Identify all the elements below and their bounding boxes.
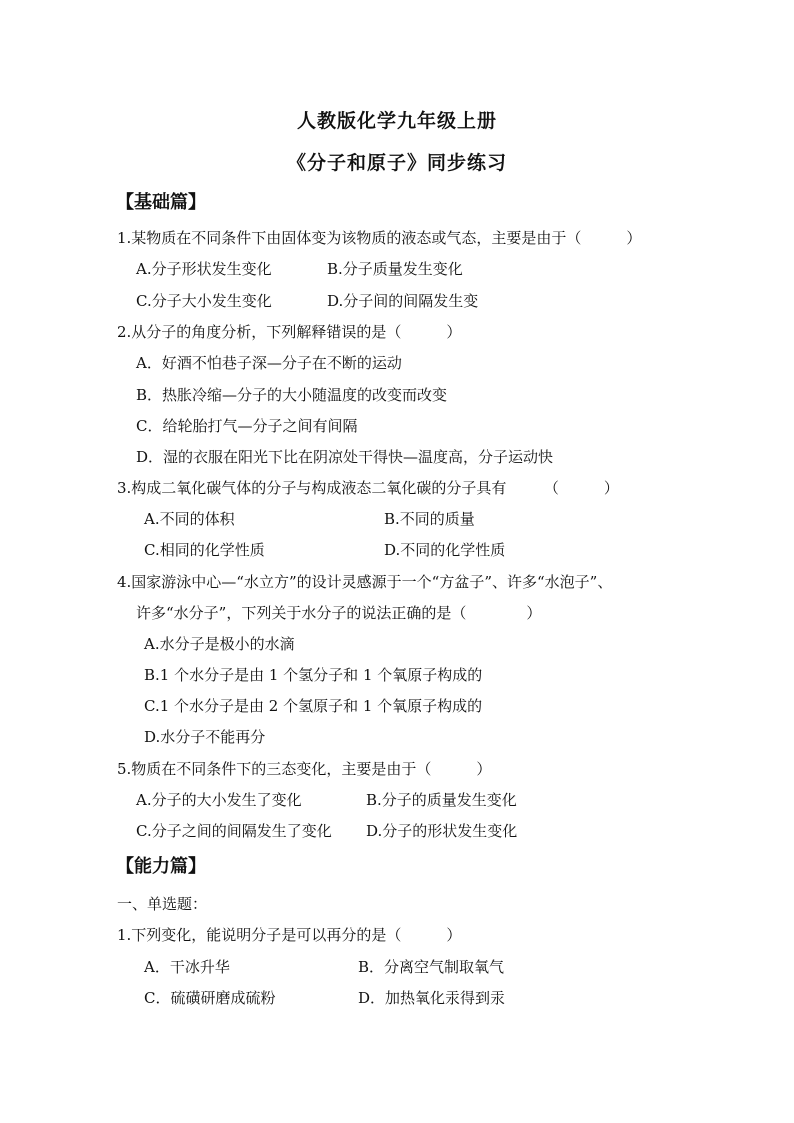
ability-question-1-option-c: C．硫磺研磨成硫粉 [144, 989, 276, 1007]
question-3-option-b: B.不同的质量 [384, 510, 475, 528]
section-basic-heading: 【基础篇】 [116, 192, 206, 213]
question-4-option-d: D.水分子不能再分 [144, 728, 266, 746]
question-3-option-a: A.不同的体积 [144, 510, 235, 528]
ability-question-1-stem: 1.下列变化，能说明分子是可以再分的是（ ） [117, 926, 462, 944]
question-4-stem-line-2: 许多“水分子”，下列关于水分子的说法正确的是（ ） [136, 604, 542, 622]
question-4-stem-line-1: 4.国家游泳中心—“水立方”的设计灵感源于一个“方盆子”、许多“水泡子”、 [117, 573, 613, 591]
question-2-option-a: A．好酒不怕巷子深—分子在不断的运动 [136, 354, 402, 372]
question-2-option-d: D．湿的衣服在阳光下比在阴凉处干得快—温度高，分子运动快 [136, 448, 554, 466]
question-5-stem: 5.物质在不同条件下的三态变化，主要是由于（ ） [117, 760, 492, 778]
question-5-option-c: C.分子之间的间隔发生了变化 [136, 822, 332, 840]
question-3-stem: 3.构成二氧化碳气体的分子与构成液态二氧化碳的分子具有 （ ） [117, 479, 619, 497]
question-4-option-b: B.1 个水分子是由 1 个氢分子和 1 个氧原子构成的 [144, 666, 483, 684]
question-1-option-b: B.分子质量发生变化 [327, 260, 463, 278]
question-2-option-b: B．热胀冷缩—分子的大小随温度的改变而改变 [136, 386, 448, 404]
question-3-option-d: D.不同的化学性质 [384, 541, 506, 559]
question-5-option-d: D.分子的形状发生变化 [366, 822, 518, 840]
question-3-option-c: C.相同的化学性质 [144, 541, 265, 559]
question-5-option-a: A.分子的大小发生了变化 [136, 791, 302, 809]
document-subtitle: 《分子和原子》同步练习 [286, 152, 507, 174]
question-5-option-b: B.分子的质量发生变化 [366, 791, 517, 809]
ability-question-1-option-b: B．分离空气制取氧气 [358, 958, 505, 976]
question-1-option-d: D.分子间的间隔发生变 [327, 292, 479, 310]
document-title: 人教版化学九年级上册 [296, 110, 497, 132]
question-1-option-a: A.分子形状发生变化 [136, 260, 272, 278]
section-ability-heading: 【能力篇】 [116, 856, 206, 877]
question-2-option-c: C．给轮胎打气—分子之间有间隔 [136, 417, 358, 435]
ability-question-1-option-a: A．干冰升华 [144, 958, 230, 976]
question-4-option-c: C.1 个水分子是由 2 个氢原子和 1 个氧原子构成的 [144, 697, 483, 715]
question-1-stem: 1.某物质在不同条件下由固体变为该物质的液态或气态，主要是由于（ ） [117, 229, 642, 247]
ability-question-1-option-d: D．加热氧化汞得到汞 [358, 989, 506, 1007]
question-2-stem: 2.从分子的角度分析，下列解释错误的是（ ） [117, 323, 462, 341]
single-choice-heading: 一、单选题： [117, 895, 208, 913]
question-1-option-c: C.分子大小发生变化 [136, 292, 272, 310]
question-4-option-a: A.水分子是极小的水滴 [144, 635, 295, 653]
